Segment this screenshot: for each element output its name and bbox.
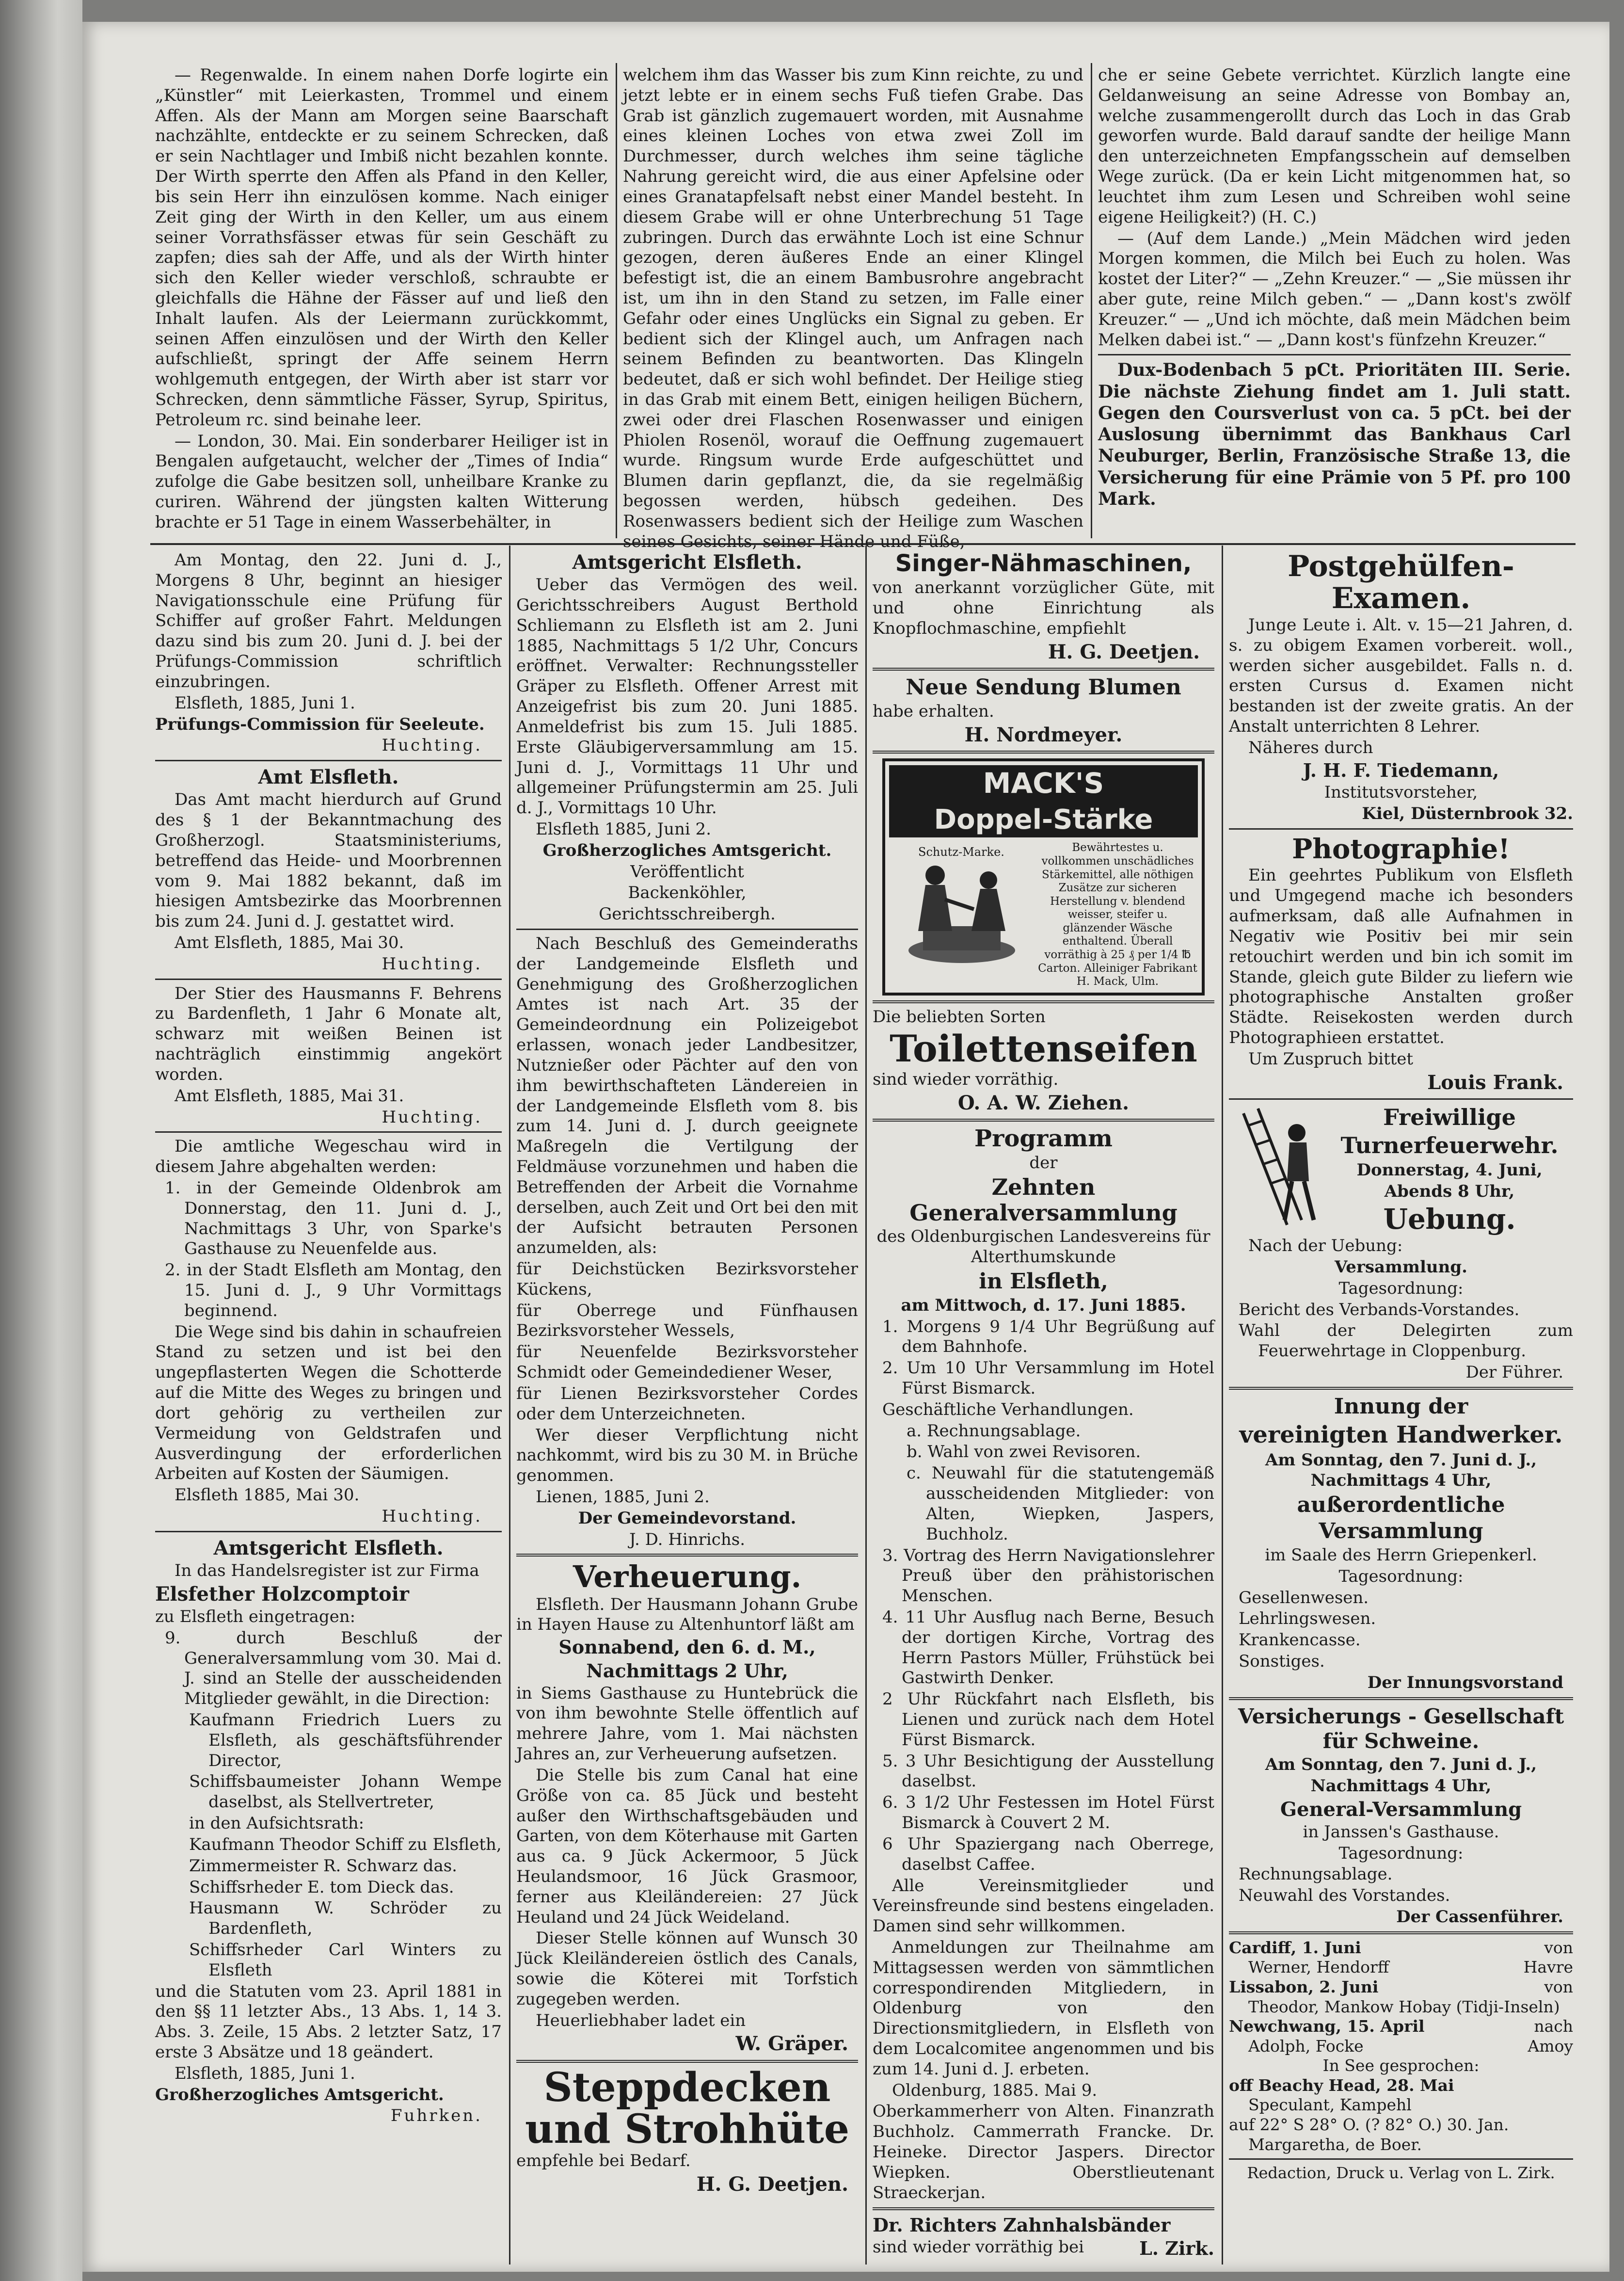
gemeinde-list-item: für Oberrege und Fünfhausen Bezirksvorsteher Wessels,: [516, 1301, 858, 1341]
programm-text: Anmeldungen zur Theilnahme am Mittagsessen werden von sämmtlichen correspondirenden Mitgliedern, in Oldenburg von den Directionsmitgliedern, in Elsfleth von dem Localcomitee angenommen und bis zum 14. Juni d. J. erbeten.: [873, 1937, 1214, 2079]
versicherung-heading: Versicherungs - Gesellschaft für Schweine.: [1238, 1704, 1564, 1753]
handelsregister-firm: Elsfether Holzcomptoir: [155, 1582, 410, 1606]
stier-notice-date: Amt Elsfleth, 1885, Mai 31.: [175, 1086, 404, 1106]
toilettenseifen-text: sind wieder vorräthig.: [873, 1070, 1059, 1090]
programm-item: 6. 3 1/2 Uhr Festessen im Hotel Fürst Bismarck à Couvert 2 M.: [882, 1793, 1214, 1833]
innung-when: Am Sonntag, den 7. Juni d. J., Nachmittags 4 Uhr,: [1265, 1450, 1537, 1490]
verheuerung-text: in Siems Gasthause zu Huntebrück die von ihm bewohnte Stelle öffentlich auf mehrere Jahre, vom 1. Mai nächsten Jahres an, zur Verheuerung aufsetzen.: [516, 1683, 858, 1764]
gemeinde-text-2: Wer dieser Verpflichtung nicht nachkommt, wird bis zu 30 M. in Brüche genommen.: [516, 1425, 858, 1486]
handelsregister-heading: Amtsgericht Elsfleth.: [213, 1536, 444, 1559]
feuerwehr-signature: Der Führer.: [1465, 1363, 1563, 1382]
shipping-direction: von: [1544, 1938, 1573, 1957]
handelsregister-name: Kaufmann Theodor Schiff zu Elsfleth,: [189, 1834, 502, 1854]
zahnhalsbaender-signature: L. Zirk.: [1139, 2237, 1214, 2260]
programm-item: b. Wahl von zwei Revisoren.: [907, 1442, 1141, 1462]
macks-starch-ad: [882, 758, 1205, 996]
versicherung-date: Am Sonntag, den 7. Juni d. J.,: [1265, 1754, 1537, 1774]
wegeschau-intro: Die amtliche Wegeschau wird in diesem Jahre abgehalten werden:: [155, 1137, 502, 1177]
innung-heading: Innung der: [1334, 1394, 1468, 1419]
divider: [1229, 1098, 1573, 1100]
versicherung-item: Rechnungsablage.: [1239, 1864, 1393, 1884]
amtsgericht-date: Elsfleth 1885, Juni 2.: [536, 819, 711, 839]
divider: [873, 2207, 1214, 2210]
shipping-location: off Beachy Head, 28. Mai: [1229, 2075, 1454, 2095]
zahnhalsbaender-text: sind wieder vorräthig bei: [873, 2237, 1084, 2257]
innung-tagesordnung: Tagesordnung:: [1338, 1566, 1464, 1586]
programm-place: in Elsfleth,: [979, 1269, 1108, 1294]
shipping-destination: Havre: [1523, 1958, 1573, 1977]
notice-dux-bodenbach: Dux-Bodenbach 5 pCt. Prioritäten III. Serie. Die nächste Ziehung findet am 1. Juli statt. Gegen den Coursverlust von ca. 5 pCt. bei der Auslosung übernimmt das Bankhaus Carl Neuburger, Berlin, Französische Straße 13, die Versicherung für eine Prämie von 5 Pf. pro 100 Mark.: [1098, 360, 1571, 509]
ads-column-3: [873, 550, 1214, 2262]
verheuerung-text: Elsfleth. Der Hausmann Johann Grube in Hayen Hause zu Altenhuntorf läßt am: [516, 1594, 858, 1635]
exam-notice-text: Am Montag, den 22. Juni d. J., Morgens 8 Uhr, beginnt an hiesiger Navigationsschule eine Prüfung für Schiffer auf großer Fahrt. Meldungen dazu sind bis zum 20. Juni d. J. bei der Prüfungs-Commission schriftlich einzubringen.: [155, 550, 502, 691]
handelsregister-tail: und die Statuten vom 23. April 1881 in den §§ 11 letzter Abs., 13 Abs. 1, 14 3. Abs. 3. Zeile, 15 Abs. 2 letzter Satz, 17 erste 3 Absätze und 18 geändert.: [155, 1981, 502, 2062]
programm-item: 1. Morgens 9 1/4 Uhr Begrüßung auf dem Bahnhofe.: [882, 1317, 1214, 1357]
gemeinde-name: J. D. Hinrichs.: [629, 1529, 745, 1549]
feuerwehr-after: Nach der Uebung:: [1248, 1236, 1403, 1256]
ads-column-2: [516, 550, 858, 2262]
toilettenseifen-heading: Toilettenseifen: [890, 1027, 1197, 1070]
newspaper-page: [82, 22, 1609, 2272]
wegeschau-date: Elsfleth 1885, Mai 30.: [175, 1485, 360, 1505]
news-auf-dem-lande: — (Auf dem Lande.) „Mein Mädchen wird jeden Morgen kommen, die Milch bei Euch zu holen. Was kostet der Liter?“ — „Zehn Kreuzer.“ — „Sie müssen ihr aber gute, reine Milch geben.“ — „Dann kost's zwölf Kreuzer.“ — „Und ich möchte, daß mein Mädchen beim Melken dabei ist.“ — „Dann kost's fünfzehn Kreuzer.“: [1098, 228, 1571, 350]
news-london-cont: welchem ihm das Wasser bis zum Kinn reichte, zu und jetzt lebte er in einem sechs Fuß tiefen Grabe. Das Grab ist gänzlich zugemauert worden, mit Ausnahme eines kleinen Loches von etwa zwei Zoll im Durchmesser, durch welches ihm seine tägliche Nahrung gereicht wird, die aus einer Apfelsine oder eines Granatapfelsaft nebst einer Mandel besteht. In diesem Grabe will er ohne Unterbrechung 51 Tage zubringen. Durch das erwähnte Loch ist eine Schnur gezogen, deren äußeres Ende an einer Klingel befestigt ist, die an einem Bambusrohre angebracht ist, um ihn in den Stand zu setzen, im Falle einer Gefahr oder eines Unglücks ein Signal zu geben. Er bedient sich der Klingel auch, um Anfragen nach seinem Befinden zu beantworten. Das Klingeln bedeutet, daß er sich wohl befindet. Der Heilige stieg in das Grab mit einem Bett, einigen heiligen Büchern, zwei oder drei Flaschen Rosenwasser und einigen Phiolen Rosenöl, worauf die Oeffnung zugemauert wurde. Ringsum wurde Erde aufgeschüttet und Blumen darin gepflanzt, die, da sie regelmäßig begossen werden, hübsch gedeihen. Des Rosenwassers bedient sich der Heilige zum Waschen seines Gesichts, seiner Hände und Füße,: [623, 65, 1083, 551]
innung-item: Sonstiges.: [1239, 1651, 1325, 1671]
steppdecken-text: empfehle bei Bedarf.: [516, 2151, 691, 2170]
handelsregister-org: Großherzogliches Amtsgericht.: [155, 2085, 444, 2104]
macks-subtitle: Doppel-Stärke: [889, 802, 1198, 838]
column-rule: [509, 546, 510, 2265]
column-rule: [616, 63, 617, 538]
ads-column-1: [155, 550, 502, 2262]
divider: [873, 1119, 1214, 1122]
macks-title: MACK'S: [889, 765, 1198, 802]
divider: [155, 979, 502, 980]
feuerwehr-item: Bericht des Verbands-Vorstandes.: [1239, 1300, 1520, 1319]
amt-elsfleth-date: Amt Elsfleth, 1885, Mai 30.: [175, 933, 404, 952]
stier-notice-signature: Huchting.: [382, 1107, 482, 1127]
shipping-row: [1229, 2017, 1573, 2037]
postgehuelfen-role: Institutsvorsteher,: [1324, 783, 1478, 803]
shipping-destination: Amoy: [1528, 2036, 1573, 2056]
postgehuelfen-signature: J. H. F. Tiedemann,: [1303, 759, 1499, 781]
postgehuelfen-heading: Postgehülfen-Examen.: [1288, 549, 1514, 615]
verheuerung-signature: W. Gräper.: [735, 2032, 848, 2056]
programm-item: 5. 3 Uhr Besichtigung der Ausstellung daselbst.: [882, 1751, 1214, 1791]
innung-heading-2: vereinigten Handwerker.: [1239, 1421, 1563, 1449]
feuerwehr-heading: Freiwillige: [1383, 1104, 1516, 1130]
innung-signature: Der Innungsvorstand: [1367, 1672, 1563, 1692]
gemeinde-list-item: für Deichstücken Bezirksvorsteher Kückens,: [516, 1259, 858, 1299]
shipping-vessel: Werner, Hendorff: [1248, 1958, 1389, 1977]
shipping-row: [1229, 2037, 1573, 2056]
feuerwehr-uebung: Uebung.: [1383, 1202, 1516, 1236]
shipping-port: Lissabon, 2. Juni: [1229, 1977, 1379, 1996]
shipping-heading: In See gesprochen:: [1322, 2056, 1480, 2075]
wegeschau-signature: Huchting.: [382, 1506, 482, 1526]
gemeinde-list-item: für Lienen Bezirksvorsteher Cordes oder dem Unterzeichneten.: [516, 1383, 858, 1424]
feuerwehr-date: Donnerstag, 4. Juni,: [1356, 1160, 1543, 1180]
shipping-news: [1229, 1938, 1573, 2154]
amtsgericht-heading: Amtsgericht Elsfleth.: [572, 551, 802, 574]
wegeschau-item: 1. in der Gemeinde Oldenbrok am Donnerstag, den 11. Juni d. J., Nachmittags 3 Uhr, von Sparke's Gasthause zu Neuenfelde aus.: [165, 1178, 502, 1259]
washing-scene-icon: [889, 841, 1035, 967]
programm-sub: der: [1029, 1153, 1058, 1173]
postgehuelfen-address: Kiel, Düsternbrook 32.: [1362, 804, 1573, 824]
wegeschau-item: 2. in der Stadt Elsfleth am Montag, den 15. Juni d. J., 9 Uhr Vormittags beginnend.: [165, 1260, 502, 1320]
divider: [873, 1000, 1214, 1003]
programm-item: 6 Uhr Spaziergang nach Oberrege, daselbst Caffee.: [882, 1834, 1214, 1874]
shipping-position: auf 22° S 28° O. (? 82° O.) 30. Jan.: [1229, 2115, 1509, 2134]
innung-item: Lehrlingswesen.: [1239, 1609, 1376, 1629]
shipping-vessel: Speculant, Kampehl: [1248, 2095, 1412, 2115]
innung-item: Krankencasse.: [1239, 1630, 1361, 1650]
column-rule: [1222, 546, 1223, 2265]
versicherung-time: Nachmittags 4 Uhr,: [1310, 1776, 1492, 1796]
photographie-heading: Photographie!: [1292, 833, 1510, 866]
feuerwehr-block: [1229, 1104, 1573, 1236]
photographie-signature: Louis Frank.: [1427, 1071, 1563, 1094]
blumen-signature: H. Nordmeyer.: [964, 723, 1123, 746]
shipping-direction: von: [1544, 1977, 1573, 1996]
verheuerung-text: Dieser Stelle können auf Wunsch 30 Jück Kleiländereien östlich des Canals, sowie die Köterei mit Torfstich zugegeben werden.: [516, 1928, 858, 2009]
shipping-row: [1229, 1938, 1573, 1958]
shipping-row: [1229, 2115, 1573, 2135]
versicherung-tagesordnung: Tagesordnung:: [1338, 1843, 1464, 1863]
book-binding: [0, 0, 82, 2281]
handelsregister-name: Kaufmann Friedrich Luers zu Elsfleth, als geschäftsführender Director,: [189, 1710, 502, 1770]
programm-text: Alle Vereinsmitglieder und Vereinsfreunde sind bestens eingeladen. Damen sind sehr willkommen.: [873, 1876, 1214, 1936]
news-column-2: [623, 65, 1083, 551]
innung-where: im Saale des Herrn Griepenkerl.: [1265, 1545, 1537, 1565]
programm-names: Oberkammerherr von Alten. Finanzrath Buchholz. Cammerrath Francke. Dr. Heineke. Director Jaspers. Director Wiepken. Oberstlieutenant Straeckerjan.: [873, 2102, 1214, 2202]
shipping-vessel: Adolph, Focke: [1248, 2036, 1364, 2056]
programm-society: des Oldenburgischen Landesvereins für Alterthumskunde: [876, 1227, 1210, 1267]
shipping-row: [1229, 1977, 1573, 1997]
stier-notice-text: Der Stier des Hausmanns F. Behrens zu Bardenfleth, 1 Jahr 6 Monate alt, schwarz mit weißen Beinen ist nachträglich einstimmig angekört worden.: [155, 983, 502, 1084]
divider: [1098, 354, 1571, 355]
handelsregister-item: 9. durch Beschluß der Generalversammlung vom 30. Mai d. J. sind an Stelle der ausscheidenden Mitglieder gewählt, in die Direction:: [165, 1628, 502, 1709]
amtsgericht-name: Backenköhler,: [628, 883, 747, 903]
verheuerung-time: Nachmittags 2 Uhr,: [586, 1659, 788, 1682]
news-column-3: [1098, 65, 1571, 541]
gemeinde-text: Nach Beschluß des Gemeinderaths der Landgemeinde Elsfleth und Genehmigung des Großherzoglichen Amtes ist nach Art. 35 der Gemeindeordnung ein Polizeigebot erlassen, wonach jeder Landbesitzer, Nutznießer oder Pächter auf den von ihm bewirthschafteten Ländereien in der Landgemeinde Elsfleth vom 8. bis zum 14. Juni d. J. durch geeignete Maßregeln die Vertilgung der Feldmäuse vorzunehmen und haben die Betreffenden der Arbeit die Vornahme derselben, auch Zeit und Ort bei den mit der Aufsicht betrauten Personen anzumelden, als:: [516, 934, 858, 1258]
programm-title: Zehnten Generalversammlung: [909, 1174, 1178, 1226]
steppdecken-heading: Steppdecken und Strohhüte: [525, 2064, 849, 2152]
blumen-text: habe erhalten.: [873, 701, 994, 721]
gemeinde-list-item: für Neuenfelde Bezirksvorsteher Schmidt oder Gemeindediener Weser,: [516, 1342, 858, 1382]
exam-notice-signature: Huchting.: [382, 736, 482, 755]
shipping-port: Cardiff, 1. Juni: [1229, 1938, 1361, 1957]
divider: [1229, 1931, 1573, 1934]
imprint: Redaction, Druck u. Verlag von L. Zirk.: [1247, 2164, 1555, 2183]
fireman-ladder-icon: [1229, 1104, 1326, 1230]
feuerwehr-versammlung: Versammlung.: [1335, 1257, 1467, 1277]
news-regenwalde: — Regenwalde. In einem nahen Dorfe logirte ein „Künstler“ mit Leierkasten, Trommel und einem Affen. Als der Mann am Morgen seine Baarschaft nachzählte, entdeckte er zu seinem Schrecken, daß er sein Nachtlager und Imbiß nicht bezahlen konnte. Der Wirth sperrte den Affen als Pfand in den Keller, bis sein Herr ihn einzulösen komme. Nach einiger Zeit ging der Wirth in den Keller, um aus einem seiner Vorrathsfässer etwas für sein Geschäft zu zapfen; dies sah der Affe, und als der Wirth hinter sich den Keller wieder verschloß, schraubte er gleichfalls die Hähne der Fässer auf und ließ den Inhalt laufen. Als der Leiermann zurückkommt, seinen Affen einzulösen und der Wirth den Keller aufschließt, springt der Affe seinem Herrn wohlgemuth entgegen, der Wirth aber ist starr vor Schrecken, denn sämmtliche Fässer, Syrup, Spiritus, Petroleum rc. sind beinahe leer.: [155, 65, 608, 430]
zahnhalsbaender-heading: Dr. Richters Zahnhalsbänder: [873, 2214, 1171, 2236]
verheuerung-date: Sonnabend, den 6. d. M.,: [558, 1636, 816, 1658]
macks-description: Bewährtestes u. vollkommen unschädliches Stärkemittel, alle nöthigen Zusätze zur sicheren Herstellung v. blendend weisser, steifer u. glänzender Wäsche enthaltend. Überall vorräthig à 25 ₰ per 1/4 ℔ Carton. Alleiniger Fabrikant H. Mack, Ulm.: [1038, 841, 1197, 988]
singer-text: von anerkannt vorzüglicher Güte, mit und ohne Einrichtung als Knopflochmaschine, empfiehlt: [873, 578, 1214, 638]
divider: [516, 1554, 858, 1557]
programm-heading: Programm: [974, 1125, 1113, 1153]
trademark-label: Schutz-Marke.: [918, 845, 1004, 859]
programm-item: c. Neuwahl für die statutengemäß ausscheidenden Mitglieder: von Alten, Wiepken, Jaspers, Buchholz.: [907, 1463, 1214, 1544]
shipping-row: [1229, 1997, 1573, 2017]
steppdecken-signature: H. G. Deetjen.: [696, 2172, 848, 2196]
programm-item: 2 Uhr Rückfahrt nach Elsfleth, bis Lienen und zurück nach dem Hotel Fürst Bismarck.: [882, 1689, 1214, 1750]
handelsregister-name: Schiffsbaumeister Johann Wempe daselbst, als Stellvertreter,: [189, 1772, 502, 1812]
divider: [516, 929, 858, 930]
gemeinde-org: Der Gemeindevorstand.: [578, 1508, 796, 1528]
news-london: — London, 30. Mai. Ein sonderbarer Heiliger ist in Bengalen aufgetaucht, welcher der „Times of India“ zufolge die Gabe besitzen soll, unheilbare Kranke zu curiren. Während der jüngsten kalten Witterung brachte er 51 Tage in einem Wasserbehälter, in: [155, 431, 608, 532]
shipping-row: [1229, 2076, 1573, 2096]
toilettenseifen-pre: Die beliebten Sorten: [873, 1007, 1046, 1027]
divider: [1229, 2158, 1573, 2160]
shipping-row: [1229, 1958, 1573, 1977]
handelsregister-name: in den Aufsichtsrath:: [189, 1814, 365, 1833]
programm-item: 4. 11 Uhr Ausflug nach Berne, Besuch der dortigen Kirche, Vortrag des Herrn Pastors Müller, Frühstück bei Gastwirth Denker.: [882, 1607, 1214, 1688]
shipping-row: [1229, 2056, 1573, 2076]
toilettenseifen-signature: O. A. W. Ziehen.: [957, 1092, 1130, 1115]
handelsregister-name: Hausmann W. Schröder zu Bardenfleth,: [189, 1898, 502, 1939]
feuerwehr-time: Abends 8 Uhr,: [1384, 1181, 1515, 1201]
versicherung-where: in Janssen's Gasthause.: [1303, 1822, 1499, 1842]
shipping-row: [1229, 2095, 1573, 2115]
divider: [155, 1131, 502, 1133]
photographie-text: Ein geehrtes Publikum von Elsfleth und Umgegend mache ich besonders aufmerksam, daß alle Aufnahmen in Negativ wie Positiv bei mir sein retouchirt werden und bin ich somit im Stande, gleich gute Bilder zu liefern wie photographische Anstalten großer Städte. Reisekosten werden durch Photographieen erstattet.: [1229, 866, 1573, 1047]
column-rule: [865, 546, 867, 2265]
verheuerung-text: Die Stelle bis zum Canal hat eine Größe von ca. 85 Jück und besteht außer den Wirthschaftsgebäuden und Garten, von dem Köterhause mit Garten aus ca. 9 Jück Ackermoor, 5 Jück Heulandsmoor, 16 Jück Grasmoor, ferner aus Kleiländereien: 27 Jück Heuland und 24 Jück Weideland.: [516, 1765, 858, 1927]
news-column-1: [155, 65, 608, 541]
amt-elsfleth-heading: Amt Elsfleth.: [258, 766, 399, 789]
singer-signature: H. G. Deetjen.: [1048, 640, 1200, 663]
divider: [155, 1531, 502, 1532]
amtsgericht-role: Gerichtsschreibergh.: [599, 904, 776, 924]
programm-item: a. Rechnungsablage.: [907, 1421, 1081, 1441]
postgehuelfen-text: Junge Leute i. Alt. v. 15—21 Jahren, d. s. zu obigem Examen vorbereit. woll., werden sicher ausgebildet. Falls n. d. ersten Cursus d. Examen nicht bestanden ist der zweite gratis. An der Anstalt unterrichten 8 Lehrer.: [1229, 615, 1573, 737]
handelsregister-name: Schiffsrheder Carl Winters zu Elsfleth: [189, 1940, 502, 1980]
programm-item: 3. Vortrag des Herrn Navigationslehrer Preuß über den prähistorischen Menschen.: [882, 1545, 1214, 1606]
exam-notice-org: Prüfungs-Commission für Seeleute.: [155, 714, 485, 734]
versicherung-generalversammlung: General-Versammlung: [1280, 1798, 1522, 1821]
shipping-row: [1229, 2135, 1573, 2155]
feuerwehr-tagesordnung: Tagesordnung:: [1338, 1278, 1464, 1298]
singer-heading: Singer-Nähmaschinen,: [895, 550, 1192, 577]
divider: [155, 760, 502, 761]
feuerwehr-heading-2: Turnerfeuerwehr.: [1340, 1132, 1559, 1159]
programm-date: am Mittwoch, d. 17. Juni 1885.: [901, 1295, 1186, 1315]
programm-item: Geschäftliche Verhandlungen.: [882, 1399, 1134, 1419]
handelsregister-name: Zimmermeister R. Schwarz das.: [189, 1856, 457, 1876]
programm-item: 2. Um 10 Uhr Versammlung im Hotel Fürst Bismarck.: [882, 1358, 1214, 1398]
divider: [873, 668, 1214, 671]
divider: [1229, 828, 1573, 830]
versicherung-item: Neuwahl des Vorstandes.: [1239, 1886, 1450, 1906]
verheuerung-heading: Verheuerung.: [573, 1559, 802, 1595]
column-rule: [1091, 63, 1092, 538]
exam-notice-date: Elsfleth, 1885, Juni 1.: [175, 693, 355, 713]
amtsgericht-org: Großherzogliches Amtsgericht.: [542, 840, 832, 860]
handelsregister-signature: Fuhrken.: [390, 2106, 482, 2126]
shipping-vessel: Theodor, Mankow Hobay (Tidji-Inseln): [1248, 1997, 1560, 2016]
postgehuelfen-more: Näheres durch: [1248, 738, 1373, 757]
divider: [1229, 1697, 1573, 1700]
programm-date-line: Oldenburg, 1885. Mai 9.: [892, 2080, 1098, 2100]
handelsregister-where: zu Elsfleth eingetragen:: [155, 1606, 356, 1626]
blumen-heading: Neue Sendung Blumen: [906, 675, 1181, 700]
handelsregister-name: Schiffsrheder E. tom Dieck das.: [189, 1877, 454, 1897]
amt-elsfleth-text: Das Amt macht hierdurch auf Grund des § 1 der Bekanntmachung des Großherzogl. Staatsministeriums, betreffend das Heide- und Moorbrennen vom 9. Mai 1882 bekannt, daß im hiesigen Amtsbezirke das Moorbrennen bis zum 24. Juni d. J. gestattet wird.: [155, 790, 502, 932]
feuerwehr-item: Wahl der Delegirten zum Feuerwehrtage in Cloppenburg.: [1239, 1321, 1573, 1361]
photographie-ask: Um Zuspruch bittet: [1248, 1049, 1414, 1069]
divider: [1229, 1387, 1573, 1390]
handelsregister-date: Elsfleth, 1885, Juni 1.: [175, 2063, 355, 2083]
gemeinde-date: Lienen, 1885, Juni 2.: [536, 1487, 710, 1507]
divider: [516, 2060, 858, 2063]
verheuerung-text: Heuerliebhaber ladet ein: [536, 2010, 746, 2030]
shipping-port: Newchwang, 15. April: [1229, 2017, 1425, 2036]
handelsregister-intro: In das Handelsregister ist zur Firma: [175, 1560, 479, 1580]
news-london-end: che er seine Gebete verrichtet. Kürzlich langte eine Geldanweisung an seine Adresse von Bombay an, welche zusammengerollt durch das Loch in das Grab geworfen wurde. Bald darauf sandte der heilige Mann den unterzeichneten Empfangsschein auf demselben Wege zurück. (Da er kein Licht mitgenommen hat, so leuchtet ihm zum Lesen und Schreiben wohl seine eigene Heiligkeit?) (H. C.): [1098, 65, 1571, 227]
amt-elsfleth-signature: Huchting.: [382, 954, 482, 974]
versicherung-signature: Der Cassenführer.: [1396, 1907, 1563, 1927]
innung-versammlung: außerordentliche Versammlung: [1297, 1492, 1505, 1543]
wegeschau-text: Die Wege sind bis dahin in schaufreien Stand zu setzen und ist bei den ungepflasterten Wegen die Schotterde auf die Mitte des Weges zu bringen und dort gehörig zu vertheilen zur Vermeidung von Geldstrafen und Ausverdingung der erforderlichen Arbeiten auf Kosten der Säumigen.: [155, 1322, 502, 1484]
divider: [873, 751, 1214, 754]
shipping-direction: nach: [1534, 2017, 1573, 2036]
trademark-illustration: [889, 841, 1035, 967]
innung-item: Gesellenwesen.: [1239, 1588, 1369, 1607]
amtsgericht-text: Ueber das Vermögen des weil. Gerichtsschreibers August Berthold Schliemann zu Elsfleth ist am 2. Juni 1885, Nachmittags 5 1/2 Uhr, Concurs eröffnet. Verwalter: Rechnungssteller Gräper zu Elsfleth. Offener Arrest mit Anzeigefrist bis zum 20. Juni 1885. Anmeldefrist bis zum 15. Juli 1885. Erste Gläubigerversammlung am 15. Juni d. J., Vormittags 11 Uhr und allgemeiner Prüfungstermin am 25. Juli d. J., Vormittags 10 Uhr.: [516, 575, 858, 818]
ads-column-4: [1229, 550, 1573, 2262]
shipping-vessel: Margaretha, de Boer.: [1248, 2135, 1422, 2154]
amtsgericht-published: Veröffentlicht: [630, 862, 744, 882]
